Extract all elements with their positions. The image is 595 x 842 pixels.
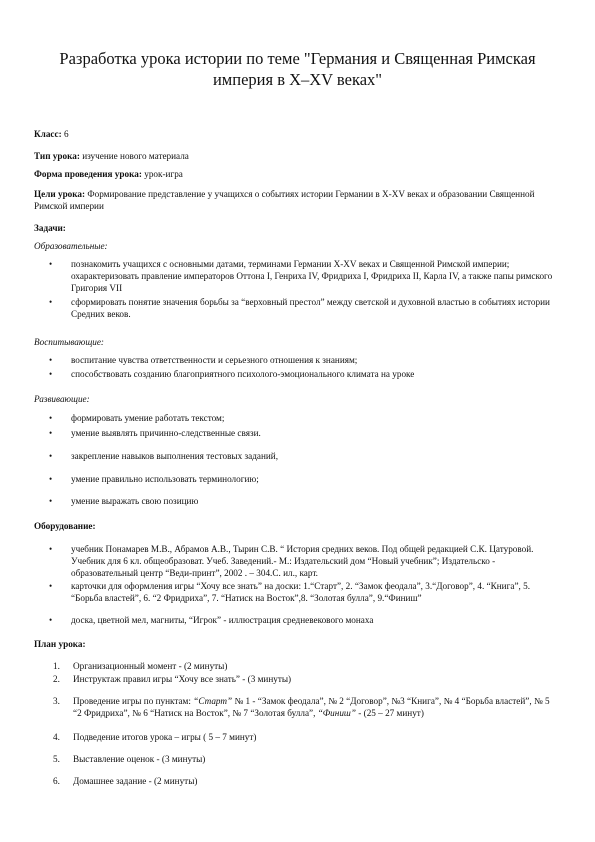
- plan-finish-label: “Финиш”: [317, 708, 356, 718]
- plan-item: Подведение итогов урока – игры ( 5 – 7 минут): [73, 732, 257, 742]
- lesson-type-line: [34, 150, 564, 162]
- class-line: [34, 128, 564, 140]
- page-title: Разработка урока истории по теме "Германия и Священная Римская империя в X–XV веках": [59, 49, 536, 89]
- plan-item-number: 2.: [53, 674, 60, 684]
- developing-item: формировать умение работать текстом;: [71, 413, 225, 423]
- goals-line: [34, 188, 564, 212]
- plan-start-label: “Старт”: [193, 696, 233, 706]
- bullet-glyph: •: [49, 451, 53, 461]
- class-label: Класс:: [34, 129, 62, 139]
- upbringing-item: воспитание чувства ответственности и серьезного отношения к знаниям;: [71, 355, 358, 365]
- lesson-type-label: Тип урока:: [34, 151, 80, 161]
- goals-label: Цели урока:: [34, 189, 86, 199]
- plan-item-text: Проведение игры по пунктам:: [73, 696, 194, 706]
- class-value: 6: [61, 129, 69, 139]
- plan-item: Инструктаж правил игры “Хочу все знать” - (3 минуты): [73, 674, 292, 684]
- bullet-glyph: •: [49, 496, 53, 506]
- developing-heading: Развивающие:: [34, 394, 90, 404]
- plan-item-text: - (25 – 27 минут): [355, 708, 424, 718]
- lesson-type-value: изучение нового материала: [79, 151, 189, 161]
- educational-item: познакомить учащихся с основными датами, терминами Германии X-XV веках и Священной Римской империи; охарактеризовать правление императоров Оттона I, Генриха IV, Фридриха I, Фридриха II, Карла IV, а также папы римского Григория VII: [71, 259, 553, 293]
- developing-item: закрепление навыков выполнения тестовых заданий,: [71, 451, 278, 461]
- bullet-glyph: •: [49, 544, 53, 554]
- form-label: Форма проведения урока:: [34, 169, 142, 179]
- plan-item: Домашнее задание - (2 минуты): [73, 776, 198, 786]
- form-value: урок-игра: [141, 169, 183, 179]
- bullet-glyph: •: [49, 259, 53, 269]
- goals-value: Формирование представление у учащихся о событиях истории Германии в X-XV веках и образовании Священной Римской империи: [34, 189, 535, 211]
- equipment-item: карточки для оформления игры “Хочу все знать” на доски: 1.“Старт”, 2. “Замок феодала”, 3.“Договор”, 4. “Книга”, 5. “Борьба властей”, 6. “2 Фридриха”, 7. “Натиск на Восток”,8. “Золотая булла”, 9.“Финиш”: [71, 581, 531, 603]
- bullet-glyph: •: [49, 615, 53, 625]
- plan-item: Организационный момент - (2 минуты): [73, 661, 228, 671]
- developing-item: умение выражать свою позицию: [71, 496, 199, 506]
- plan-item-number: 4.: [53, 732, 60, 742]
- plan-item: Выставление оценок - (3 минуты): [73, 754, 206, 764]
- tasks-heading: Задачи:: [34, 223, 66, 233]
- plan-item-number: 1.: [53, 661, 60, 671]
- plan-item-number: 6.: [53, 776, 60, 786]
- bullet-glyph: •: [49, 413, 53, 423]
- bullet-glyph: •: [49, 369, 53, 379]
- plan-item-number: 5.: [53, 754, 60, 764]
- developing-item: умение правильно использовать терминологию;: [71, 474, 259, 484]
- developing-item: умение выявлять причинно-следственные связи.: [71, 428, 261, 438]
- equipment-item: доска, цветной мел, магниты, “Игрок” - иллюстрация средневекового монаха: [71, 615, 374, 625]
- plan-item-number: 3.: [53, 696, 60, 706]
- upbringing-heading: Воспитывающие:: [34, 337, 104, 347]
- bullet-glyph: •: [49, 297, 53, 307]
- equipment-item: учебник Понамарев М.В., Абрамов А.В., Тырин С.В. “ История средних веков. Под общей редакцией С.К. Цатуровой. Учебник для 6 кл. общеобразоват. Учеб. Заведений.- М.: Издательский дом “Новый учебник”; Издательско - образовательный центр “Веди-принт”, 2002 . – 304.С. ил., карт.: [71, 544, 534, 578]
- educational-item: сформировать понятие значения борьбы за “верховный престол” между светской и духовной властью в событиях истории Средних веков.: [71, 297, 550, 319]
- bullet-glyph: •: [49, 474, 53, 484]
- bullet-glyph: •: [49, 355, 53, 365]
- educational-heading: Образовательные:: [34, 241, 108, 251]
- plan-item-text: № 1 - “Замок феодала”, № 2 “Договор”, №3 “Книга”, № 4 “Борьба властей”, № 5 “2 Фридриха”, № 6 “Натиск на Восток”, № 7 “Золотая булла”,: [73, 696, 550, 718]
- form-line: [34, 168, 564, 180]
- upbringing-item: способствовать созданию благоприятного психолого-эмоционального климата на уроке: [71, 369, 415, 379]
- plan-heading: План урока:: [34, 639, 86, 649]
- bullet-glyph: •: [49, 581, 53, 591]
- equipment-heading: Оборудование:: [34, 521, 96, 531]
- plan-item: [73, 695, 558, 719]
- bullet-glyph: •: [49, 428, 53, 438]
